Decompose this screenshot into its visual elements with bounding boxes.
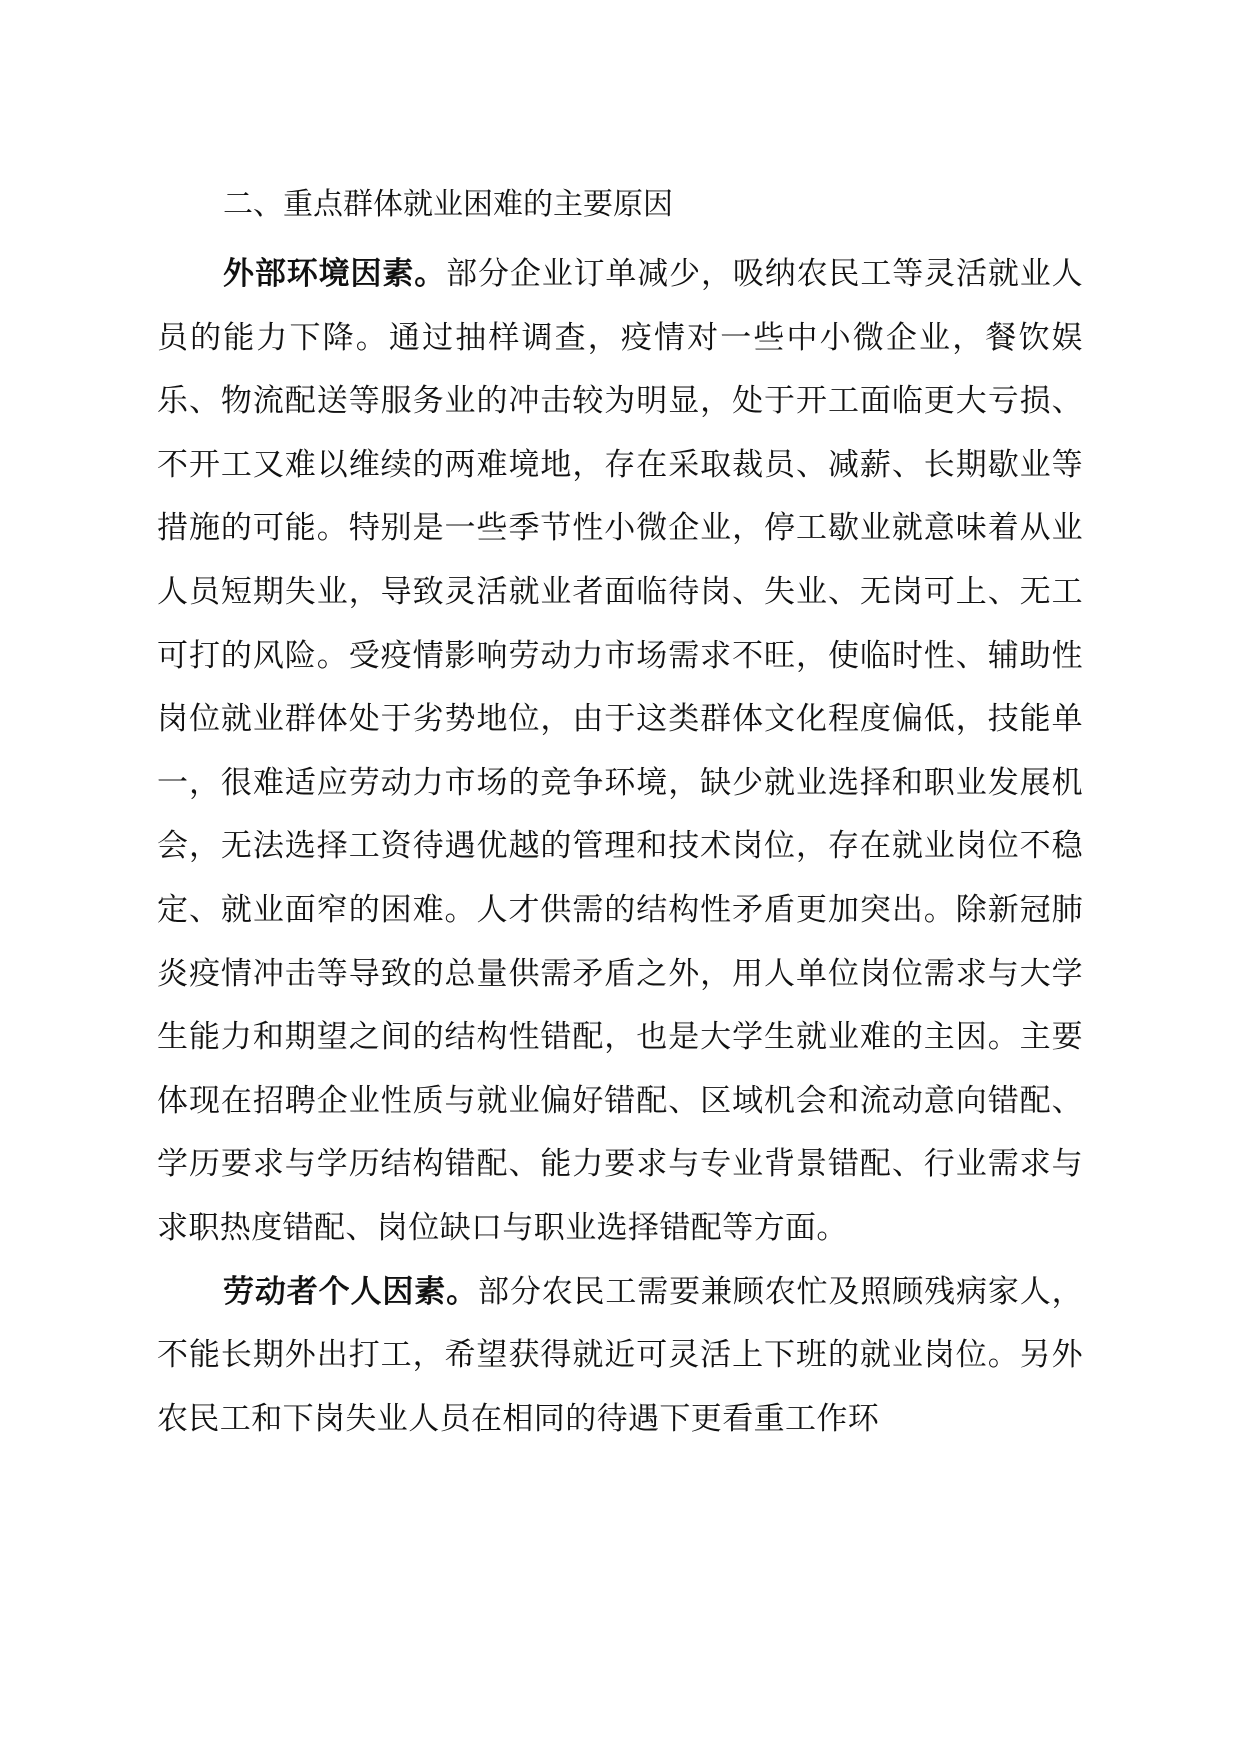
paragraph-lead: 劳动者个人因素。 bbox=[223, 1273, 478, 1310]
paragraph-body: 部分农民工需要兼顾农忙及照顾残病家人，不能长期外出打工，希望获得就近可灵活上下班的就业岗位。另外农民工和下岗失业人员在相同的待遇下更看重工作环 bbox=[157, 1273, 1083, 1437]
paragraph-lead: 外部环境因素。 bbox=[223, 256, 447, 292]
document-page bbox=[157, 185, 1083, 1451]
paragraph-external-factors bbox=[157, 243, 1083, 1261]
section-heading: 二、重点群体就业困难的主要原因 bbox=[223, 187, 673, 222]
paragraph-personal-factors bbox=[157, 1261, 1083, 1452]
paragraph-body: 部分企业订单减少，吸纳农民工等灵活就业人员的能力下降。通过抽样调查，疫情对一些中小微企业，餐饮娱乐、物流配送等服务业的冲击较为明显，处于开工面临更大亏损、不开工又难以维续的两难境地，存在采取裁员、减薪、长期歇业等措施的可能。特别是一些季节性小微企业，停工歇业就意味着从业人员短期失业，导致灵活就业者面临待岗、失业、无岗可上、无工可打的风险。受疫情影响劳动力市场需求不旺，使临时性、辅助性岗位就业群体处于劣势地位，由于这类群体文化程度偏低，技能单一，很难适应劳动力市场的竞争环境，缺少就业选择和职业发展机会，无法选择工资待遇优越的管理和技术岗位，存在就业岗位不稳定、就业面窄的困难。人才供需的结构性矛盾更加突出。除新冠肺炎疫情冲击等导致的总量供需矛盾之外，用人单位岗位需求与大学生能力和期望之间的结构性错配，也是大学生就业难的主因。主要体现在招聘企业性质与就业偏好错配、区域机会和流动意向错配、学历要求与学历结构错配、能力要求与专业背景错配、行业需求与求职热度错配、岗位缺口与职业选择错配等方面。 bbox=[157, 256, 1083, 1246]
